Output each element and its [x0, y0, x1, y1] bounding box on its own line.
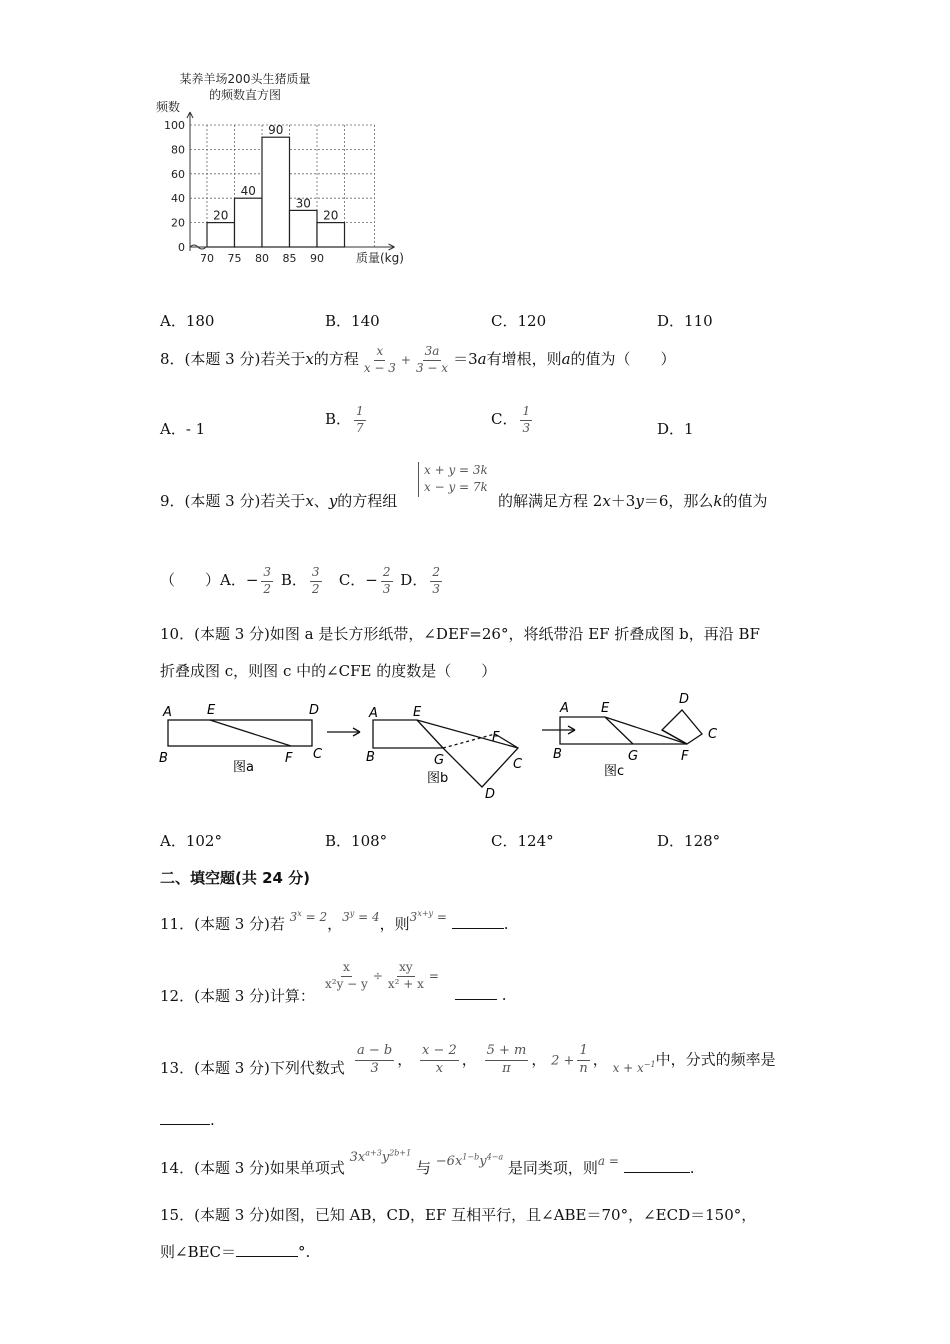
paper-fold-figure — [155, 688, 745, 808]
q9-option-b[interactable]: B． $\frac{3}{2}$ — [280, 565, 320, 596]
question-10-line1: 10．(本题 3 分)如图 a 是长方形纸带，∠DEF=26°，将纸带沿 EF 折叠成图 b，再沿 BF — [160, 625, 760, 643]
chart-bar — [290, 210, 318, 247]
question-15-line2: 则∠BEC＝ °. — [160, 1243, 311, 1261]
chart-bar — [262, 137, 290, 247]
fig-a-label-a: A — [163, 705, 172, 720]
q7-option-b[interactable]: B．140 — [325, 312, 380, 330]
fig-b-label-b: B — [366, 750, 375, 765]
chart-y-tick-label: 20 — [171, 216, 185, 230]
q7-option-a[interactable]: A．180 — [160, 312, 215, 330]
chart-x-tick-label: 80 — [255, 252, 269, 265]
chart-ylabel: 频数 — [156, 100, 181, 114]
q8-option-c[interactable]: C． $\frac{1}{3}$ — [491, 404, 531, 435]
chart-data-label: 40 — [240, 184, 256, 199]
q11-answer-blank[interactable] — [452, 914, 504, 929]
fig-c-label-e: E — [601, 701, 610, 716]
question-9-line1-tail: 的解满足方程 2x＋3y＝6，那么k的值为 — [498, 492, 768, 510]
chart-data-label: 20 — [323, 208, 339, 223]
q12-answer: . — [455, 985, 507, 1004]
q13-answer: . — [160, 1110, 215, 1129]
chart-subtitle: 的频数直方图 — [208, 88, 282, 102]
fig-b-label-e: E — [413, 705, 422, 720]
q8-option-b[interactable]: B． $\frac{1}{7}$ — [325, 404, 364, 435]
question-15-line1: 15．(本题 3 分)如图，已知 AB，CD，EF 互相平行，且∠ABE＝70°，∠ECD＝150°， — [160, 1206, 757, 1224]
chart-x-tick-label: 70 — [200, 252, 214, 265]
fig-c-label-c: C — [708, 727, 718, 742]
fig-b-label-g: G — [434, 753, 445, 768]
fig-c-label-b: B — [553, 747, 562, 762]
q10-option-b[interactable]: B．108° — [325, 832, 388, 850]
fig-b-label-a: A — [369, 706, 378, 721]
q9-option-d[interactable]: D． $\frac{2}{3}$ — [400, 565, 440, 596]
fig-b-label-f: F — [492, 730, 500, 745]
fig-c-caption: 图c — [604, 764, 625, 779]
histogram-chart — [150, 68, 430, 273]
question-11: 11．(本题 3 分)若 $^{3^x = 2}$，$^{3^y = 4}$，则$^{3^{x+y} =}$ . — [160, 909, 509, 933]
chart-data-label: 30 — [295, 196, 311, 211]
fig-a-label-d: D — [309, 703, 320, 718]
chart-y-tick-label: 80 — [171, 143, 185, 157]
q10-option-a[interactable]: A．102° — [160, 832, 222, 850]
q13-answer-blank[interactable] — [160, 1110, 210, 1125]
fig-c-label-a: A — [560, 701, 569, 716]
fig-a-caption: 图a — [233, 760, 254, 775]
chart-y-tick-label: 60 — [171, 167, 185, 181]
section-2-heading: 二、填空题(共 24 分) — [160, 869, 311, 887]
fig-a-fold-line-ef — [210, 720, 291, 746]
chart-y-tick-label: 100 — [164, 119, 185, 132]
fig-b-label-d: D — [485, 787, 496, 802]
fig-c-label-f: F — [681, 749, 689, 764]
fig-a-label-f: F — [285, 751, 293, 766]
fig-c-label-g: G — [628, 749, 639, 764]
chart-data-label: 20 — [213, 208, 229, 223]
q12-answer-blank[interactable] — [455, 985, 497, 1000]
q14-answer-blank[interactable] — [624, 1158, 690, 1173]
q12-expression: $\frac{x}{\text{x²y − y}}$ ÷ $\frac{xy}{\text{x² + x}}$ = — [325, 960, 439, 991]
chart-xlabel: 质量(kg) — [356, 251, 404, 265]
fig-b-caption: 图b — [427, 771, 449, 786]
q8-option-a[interactable]: A．- 1 — [160, 420, 206, 438]
q15-answer-blank[interactable] — [236, 1242, 298, 1257]
fig-a-rectangle — [168, 720, 312, 746]
q9-option-a[interactable]: （ ）A．− $\frac{3}{2}$ — [160, 565, 272, 596]
chart-y-tick-label: 40 — [171, 192, 185, 206]
chart-title: 某养羊场200头生猪质量 — [179, 72, 311, 86]
fig-c-outline — [560, 717, 687, 744]
chart-bar — [235, 198, 263, 247]
question-13: 13．(本题 3 分)下列代数式 — [160, 1059, 345, 1077]
chart-x-tick-label: 75 — [227, 252, 242, 265]
q8-option-d[interactable]: D．1 — [657, 420, 694, 438]
fig-a-label-b: B — [159, 751, 168, 766]
chart-y-tick-label: 0 — [178, 241, 185, 254]
q7-option-c[interactable]: C．120 — [491, 312, 547, 330]
q13-expressions: $\frac{a - b}{3}$ ， $\frac{x - 2}{x}$ ， $\frac{5 + m}{\pi}$ ， 2 + $\frac{1}{n}$ ， $_{x + x^{-1}}$中，分式的频率是 — [357, 1043, 776, 1076]
chart-bar — [317, 223, 345, 247]
q9-options — [160, 565, 445, 597]
q9-equation-system: x + y = 3k x − y = 7k — [418, 462, 488, 497]
question-9-line1: 9．(本题 3 分)若关于x、y的方程组 — [160, 492, 398, 510]
q9-option-c[interactable]: C．− $\frac{2}{3}$ — [338, 565, 391, 596]
chart-x-tick-label: 90 — [310, 252, 324, 265]
fig-c-folded-flap — [662, 710, 702, 744]
question-14: 14．(本题 3 分)如果单项式 $3x^{a+3}y^{2b+1}$ 与 $-6x^{1-b}y^{4-a}$ 是同类项，则$^{a =}$ . — [160, 1148, 695, 1177]
q10-option-c[interactable]: C．124° — [491, 832, 554, 850]
fig-b-folded-flap — [443, 734, 518, 787]
fig-c-label-d: D — [679, 692, 690, 707]
q7-option-d[interactable]: D．110 — [657, 312, 713, 330]
fig-a-label-e: E — [207, 703, 216, 718]
fig-b-label-c: C — [513, 757, 523, 772]
question-12: 12．(本题 3 分)计算： — [160, 987, 315, 1005]
q10-option-d[interactable]: D．128° — [657, 832, 721, 850]
chart-x-tick-label: 85 — [282, 252, 297, 265]
chart-bar — [207, 223, 235, 247]
fig-a-label-c: C — [313, 747, 323, 762]
chart-data-label: 90 — [268, 123, 284, 138]
question-8: 8．(本题 3 分)若关于x的方程 $\frac{x}{x - 3}$ + $\frac{3a}{3 - x}$ ＝3a有增根，则a的值为（ ） — [160, 344, 676, 375]
question-10-line2: 折叠成图 c，则图 c 中的∠CFE 的度数是（ ） — [160, 662, 497, 680]
